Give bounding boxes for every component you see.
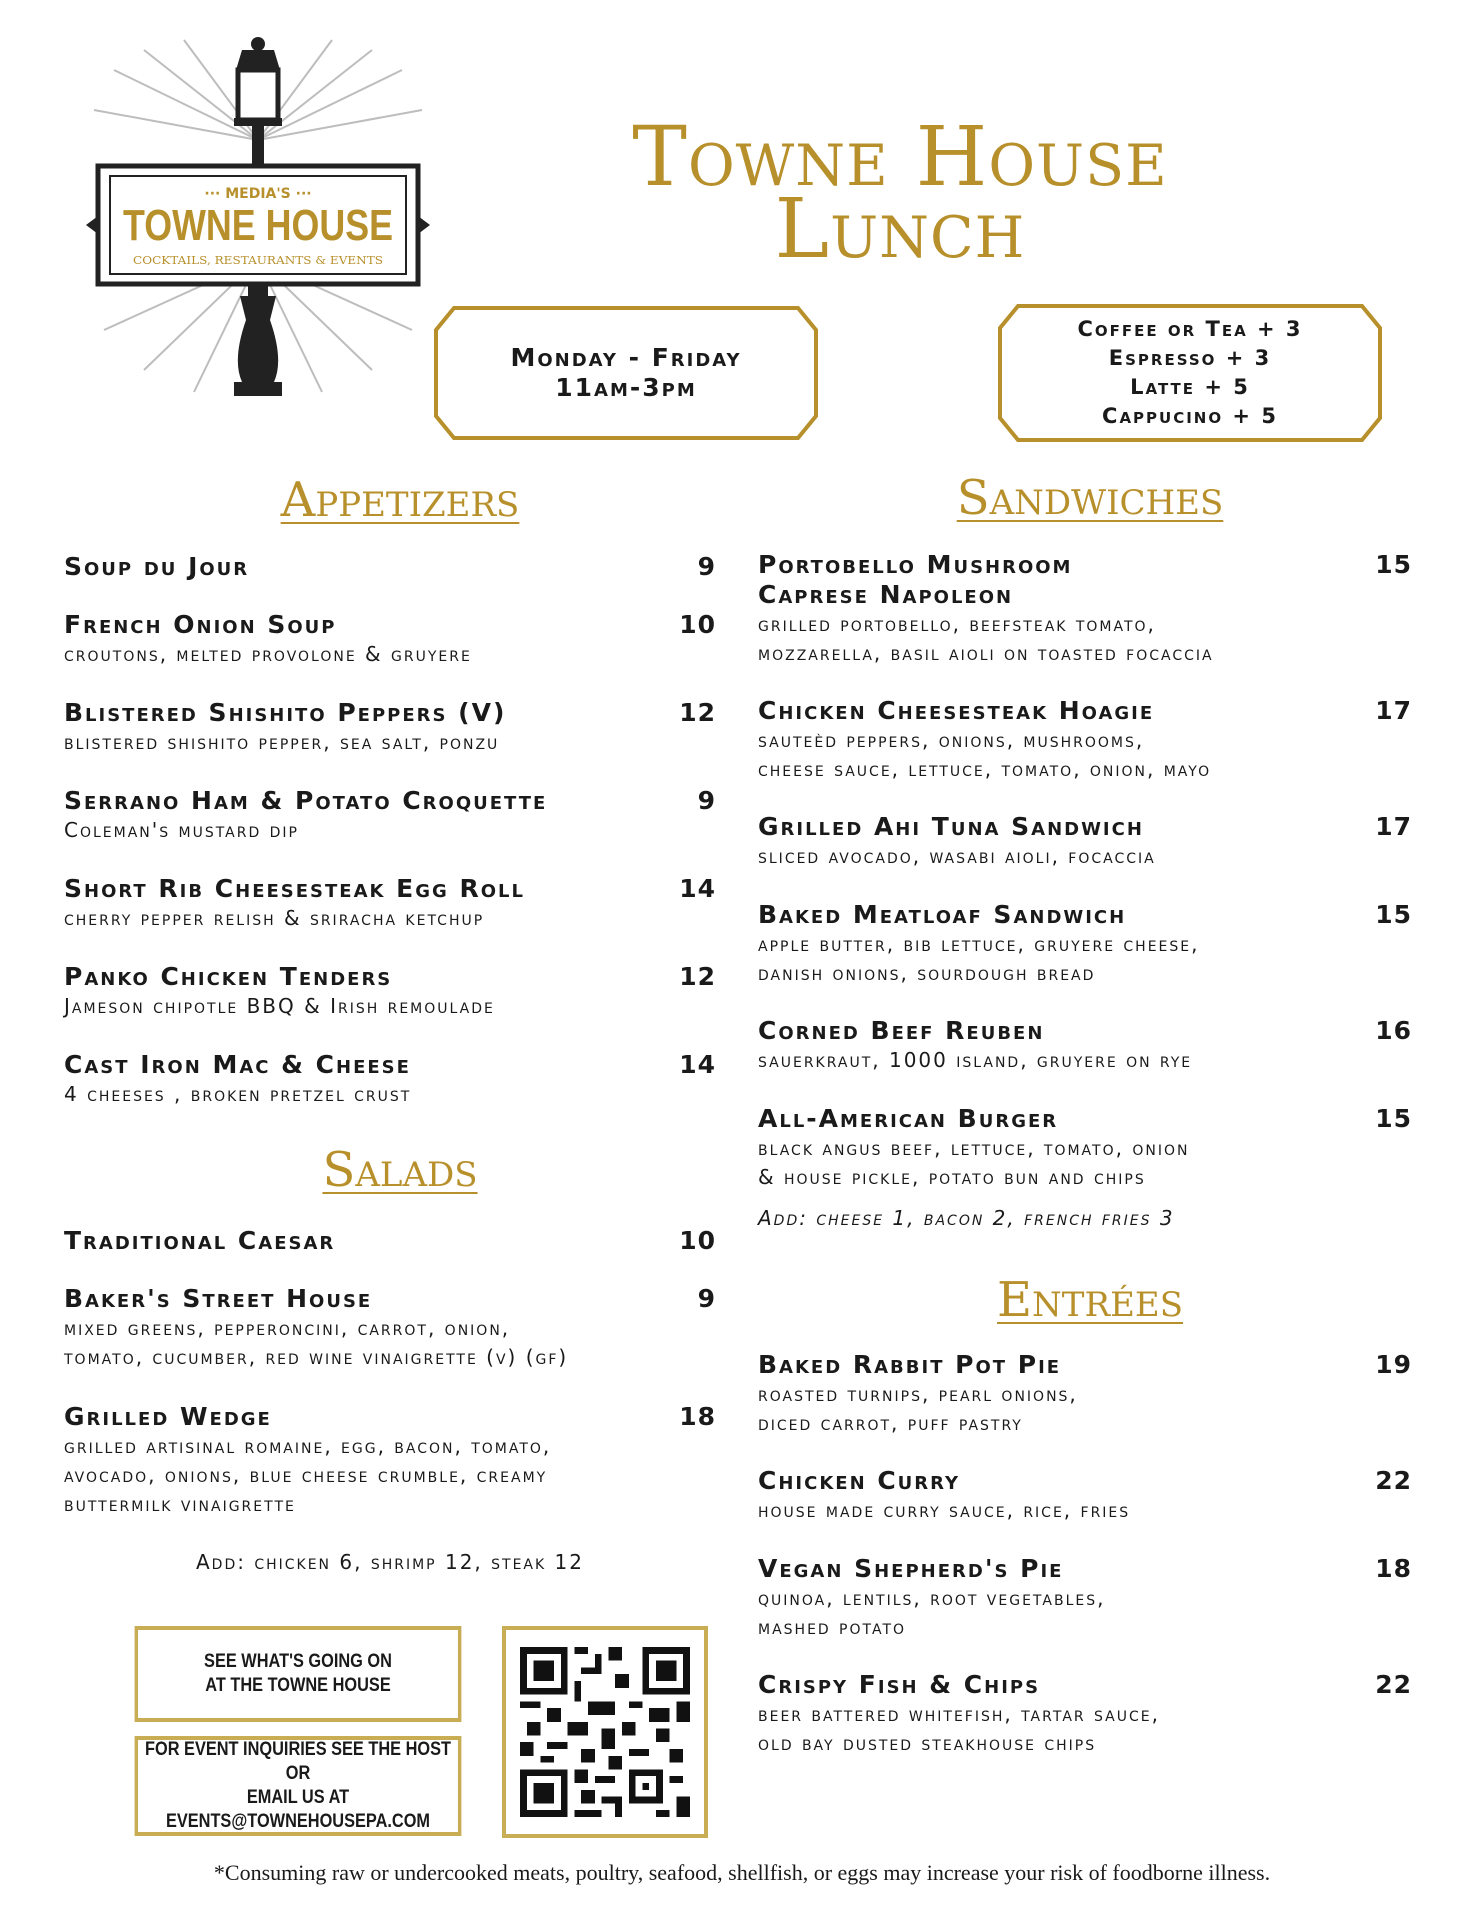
item-name: Grilled Ahi Tuna Sandwich xyxy=(758,812,1144,841)
sandwiches-add-note: Add: cheese 1, bacon 2, french fries 3 xyxy=(758,1206,1175,1230)
item-name: Chicken Cheesesteak Hoagie xyxy=(758,696,1155,725)
section-sandwiches: Sandwiches xyxy=(956,470,1224,526)
drink-item: Coffee or Tea + 3 xyxy=(1077,317,1303,341)
section-entrees: Entrées xyxy=(997,1272,1183,1328)
item-name: Panko Chicken Tenders xyxy=(64,962,393,991)
menu-item xyxy=(758,1466,1412,1525)
item-name: Corned Beef Reuben xyxy=(758,1016,1045,1045)
menu-item xyxy=(64,1284,716,1372)
item-price: 17 xyxy=(1375,812,1412,841)
item-name: Blistered Shishito Peppers (V) xyxy=(64,698,507,727)
whats-going-on-box xyxy=(135,1626,462,1722)
item-description: croutons, melted provolone & gruyere xyxy=(64,642,472,666)
item-description: grilled artisinal romaine, egg, bacon, tomato, avocado, onions, blue cheese crumble, creamy buttermilk vinaigrette xyxy=(64,1434,552,1516)
svg-text:COCKTAILS, RESTAURANTS & EVENT: COCKTAILS, RESTAURANTS & EVENTS xyxy=(133,254,383,267)
item-description: Jameson chipotle BBQ & Irish remoulade xyxy=(64,994,495,1018)
drink-item: Latte + 5 xyxy=(1130,375,1250,399)
item-description: roasted turnips, pearl onions, diced carrot, puff pastry xyxy=(758,1382,1078,1435)
menu-item xyxy=(758,1350,1412,1438)
drink-item: Cappucino + 5 xyxy=(1102,404,1278,428)
title-line-2: Lunch xyxy=(774,182,1026,277)
item-price: 15 xyxy=(1375,1104,1412,1133)
item-name: French Onion Soup xyxy=(64,610,337,639)
item-description: blistered shishito pepper, sea salt, ponzu xyxy=(64,730,500,754)
item-description: 4 cheeses , broken pretzel crust xyxy=(64,1082,412,1106)
menu-item xyxy=(64,1402,716,1519)
item-price: 14 xyxy=(679,874,716,903)
item-description: quinoa, lentils, root vegetables, mashed potato xyxy=(758,1586,1106,1639)
title-line-1: Towne House xyxy=(632,110,1168,205)
menu-item xyxy=(758,1104,1412,1192)
menu-item xyxy=(758,1670,1412,1758)
item-price: 9 xyxy=(697,786,716,815)
item-price: 16 xyxy=(1375,1016,1412,1045)
item-price: 18 xyxy=(1375,1554,1412,1583)
item-description: Coleman's mustard dip xyxy=(64,818,299,842)
item-name: Soup du Jour xyxy=(64,552,250,581)
item-price: 10 xyxy=(679,1226,716,1255)
menu-item xyxy=(64,552,716,582)
menu-item xyxy=(64,698,716,757)
menu-item xyxy=(64,786,716,845)
health-disclaimer: *Consuming raw or undercooked meats, poultry, seafood, shellfish, or eggs may increase your risk of foodborne illness. xyxy=(213,1860,1271,1885)
item-name: Serrano Ham & Potato Croquette xyxy=(64,786,548,815)
hours-time: 11am-3pm xyxy=(555,373,697,402)
item-description: beer battered whitefish, tartar sauce, old bay dusted steakhouse chips xyxy=(758,1702,1160,1755)
whats-going-on-text: SEE WHAT'S GOING ON AT THE TOWNE HOUSE xyxy=(204,1651,392,1696)
item-price: 12 xyxy=(679,698,716,727)
item-price: 19 xyxy=(1375,1350,1412,1379)
menu-item xyxy=(758,550,1412,668)
item-name: Baked Rabbit Pot Pie xyxy=(758,1350,1062,1379)
item-description: sauerkraut, 1000 island, gruyere on rye xyxy=(758,1048,1193,1072)
menu-item xyxy=(758,1016,1412,1075)
section-salads: Salads xyxy=(322,1142,478,1198)
item-price: 14 xyxy=(679,1050,716,1079)
item-price: 22 xyxy=(1375,1670,1412,1699)
hours-days: Monday - Friday xyxy=(510,343,742,372)
item-price: 15 xyxy=(1375,900,1412,929)
salads-add-note: Add: chicken 6, shrimp 12, steak 12 xyxy=(195,1550,584,1574)
item-name: Grilled Wedge xyxy=(64,1402,272,1431)
item-price: 15 xyxy=(1375,550,1412,579)
item-price: 17 xyxy=(1375,696,1412,725)
menu-item xyxy=(758,696,1412,784)
menu-item xyxy=(758,1554,1412,1642)
qr-code-icon xyxy=(520,1644,690,1820)
item-price: 22 xyxy=(1375,1466,1412,1495)
svg-text:··· MEDIA'S ···: ··· MEDIA'S ··· xyxy=(204,186,312,202)
item-description: sliced avocado, wasabi aioli, focaccia xyxy=(758,844,1156,868)
item-description: apple butter, bib lettuce, gruyere cheese, danish onions, sourdough bread xyxy=(758,932,1200,985)
item-price: 18 xyxy=(679,1402,716,1431)
item-description: mixed greens, pepperoncini, carrot, onion, tomato, cucumber, red wine vinaigrette (v) (gf) xyxy=(64,1316,569,1369)
item-description: sauteèd peppers, onions, mushrooms, cheese sauce, lettuce, tomato, onion, mayo xyxy=(758,728,1212,781)
item-description: house made curry sauce, rice, fries xyxy=(758,1498,1131,1522)
menu-item xyxy=(64,610,716,669)
item-price: 9 xyxy=(697,1284,716,1313)
item-name: All-American Burger xyxy=(758,1104,1059,1133)
item-description: grilled portobello, beefsteak tomato, mozzarella, basil aioli on toasted focaccia xyxy=(758,612,1214,665)
section-appetizers: Appetizers xyxy=(280,472,520,528)
item-name: Crispy Fish & Chips xyxy=(758,1670,1041,1699)
event-inquiries-box xyxy=(135,1736,462,1836)
item-name: Baked Meatloaf Sandwich xyxy=(758,900,1127,929)
item-name: Short Rib Cheesesteak Egg Roll xyxy=(64,874,525,903)
menu-item xyxy=(758,900,1412,988)
item-name: Traditional Caesar xyxy=(64,1226,336,1255)
item-name: Chicken Curry xyxy=(758,1466,961,1495)
menu-item xyxy=(64,1226,716,1256)
item-description: cherry pepper relish & sriracha ketchup xyxy=(64,906,485,930)
item-name: Vegan Shepherd's Pie xyxy=(758,1554,1064,1583)
menu-item xyxy=(64,874,716,933)
drink-item: Espresso + 3 xyxy=(1108,346,1272,370)
menu-item xyxy=(64,962,716,1021)
svg-text:TOWNE HOUSE: TOWNE HOUSE xyxy=(123,201,393,250)
item-price: 10 xyxy=(679,610,716,639)
event-inquiries-text: FOR EVENT INQUIRIES SEE THE HOST OR EMAIL US AT EVENTS@TOWNEHOUSEPA.COM xyxy=(145,1739,451,1832)
item-description: black angus beef, lettuce, tomato, onion & house pickle, potato bun and chips xyxy=(758,1136,1190,1189)
item-name: Cast Iron Mac & Cheese xyxy=(64,1050,411,1079)
item-name: Baker's Street House xyxy=(64,1284,373,1313)
item-price: 12 xyxy=(679,962,716,991)
menu-item xyxy=(758,812,1412,871)
item-name: Portobello Mushroom Caprese Napoleon xyxy=(758,550,1073,609)
qr-code[interactable] xyxy=(502,1626,708,1838)
menu-item xyxy=(64,1050,716,1109)
item-price: 9 xyxy=(697,552,716,581)
right-column xyxy=(758,0,1412,1920)
